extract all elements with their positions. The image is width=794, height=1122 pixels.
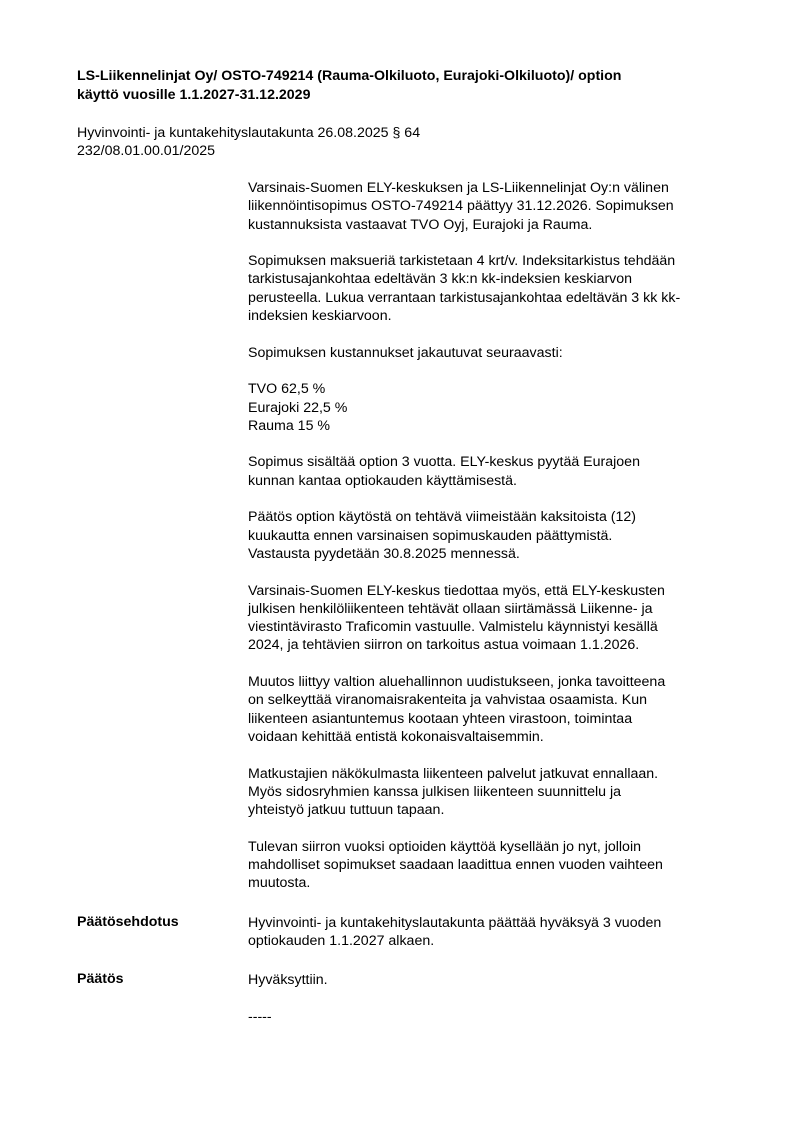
title-line: käyttö vuosille 1.1.2027-31.12.2029: [77, 87, 311, 103]
cost-share-list: [248, 380, 744, 435]
paragraph-option: [248, 453, 744, 490]
text-line: Päätös option käytöstä on tehtävä viimeistään kaksitoista (12): [248, 509, 637, 526]
text-line: kustannuksista vastaavat TVO Oyj, Eurajoki ja Rauma.: [248, 216, 593, 233]
text-line: perusteella. Lukua verrantaan tarkistusajankohtaa edeltävän 3 kk kk-: [248, 289, 681, 306]
text-line: Muutos liittyy valtion aluehallinnon uudistukseen, jonka tavoitteena: [248, 674, 666, 691]
text-line: Sopimuksen kustannukset jakautuvat seuraavasti:: [248, 344, 563, 361]
text-line: Myös sidosryhmien kanssa julkisen liikenteen suunnittelu ja: [248, 783, 622, 800]
text-line: julkisen henkilöliikenteen tehtävät ollaan siirtämässä Liikenne- ja: [248, 600, 653, 617]
text-line: 2024, ja tehtävien siirron on tarkoitus astua voimaan 1.1.2026.: [248, 637, 640, 654]
meeting-meta: [77, 124, 420, 160]
text-line: Sopimus sisältää option 3 vuotta. ELY-keskus pyytää Eurajoen: [248, 454, 640, 471]
text-line: kuukautta ennen varsinaisen sopimuskauden päättymistä.: [248, 527, 613, 544]
text-line: viestintävirasto Traficomin vastuulle. Valmistelu käynnistyi kesällä: [248, 619, 658, 636]
paragraph-timing: [248, 838, 744, 893]
text-line: on selkeyttää viranomaisrakenteita ja vahvistaa osaamista. Kun: [248, 692, 648, 709]
paragraph-deadline: [248, 508, 744, 563]
title-line: LS-Liikennelinjat Oy/ OSTO-749214 (Rauma-Olkiluoto, Eurajoki-Olkiluoto)/ option: [77, 68, 622, 84]
text-line: kunnan kantaa optiokauden käyttämisestä.: [248, 472, 517, 489]
decision-text: Hyväksyttiin.: [248, 972, 328, 988]
record-number: 232/08.01.00.01/2025: [77, 143, 216, 159]
document-title: [77, 67, 717, 105]
text-line: Varsinais-Suomen ELY-keskuksen ja LS-Liikennelinjat Oy:n välinen: [248, 180, 669, 196]
text-line: mahdolliset sopimukset saadaan laadittua ennen vuoden vaihteen: [248, 856, 663, 873]
end-marker: -----: [248, 1009, 272, 1025]
text-line: Tulevan siirron vuoksi optioiden käyttöä kysellään jo nyt, jolloin: [248, 838, 641, 855]
cost-share-item: TVO 62,5 %: [248, 381, 326, 398]
meeting-info: Hyvinvointi- ja kuntakehityslautakunta 26.08.2025 § 64: [77, 125, 421, 141]
text-line: indeksien keskiarvoon.: [248, 308, 392, 325]
text-line: tarkistusajankohtaa edeltävän 3 kk:n kk-indeksien keskiarvon: [248, 271, 633, 288]
document-body: [248, 179, 744, 911]
text-line: Sopimuksen maksueriä tarkistetaan 4 krt/v. Indeksitarkistus tehdään: [248, 253, 676, 270]
text-line: optiokauden 1.1.2027 alkaen.: [248, 933, 435, 950]
text-line: Varsinais-Suomen ELY-keskus tiedottaa myös, että ELY-keskusten: [248, 582, 665, 599]
paragraph-indexing: [248, 252, 744, 325]
paragraph-cost-intro: [248, 344, 744, 362]
text-line: voidaan kehittää entistä kokonaisvaltaisemmin.: [248, 728, 544, 745]
text-line: muutosta.: [248, 875, 311, 892]
paragraph-reform: [248, 673, 744, 746]
cost-share-item: Rauma 15 %: [248, 417, 331, 434]
text-line: liikenteen asiantuntemus kootaan yhteen virastoon, toimintaa: [248, 710, 633, 727]
paragraph-passengers: [248, 765, 744, 820]
text-line: Vastausta pyydetään 30.8.2025 mennessä.: [248, 545, 520, 562]
text-line: Hyvinvointi- ja kuntakehityslautakunta päättää hyväksyä 3 vuoden: [248, 915, 662, 931]
paragraph-transfer: [248, 582, 744, 655]
proposal-label: Päätösehdotus: [77, 914, 179, 930]
paragraph-contract: [248, 179, 744, 234]
cost-share-item: Eurajoki 22,5 %: [248, 399, 348, 416]
text-line: Matkustajien näkökulmasta liikenteen palvelut jatkuvat ennallaan.: [248, 765, 659, 782]
text-line: liikennöintisopimus OSTO-749214 päättyy 31.12.2026. Sopimuksen: [248, 198, 674, 215]
text-line: yhteistyö jatkuu tuttuun tapaan.: [248, 802, 445, 819]
proposal-text: [248, 914, 744, 951]
decision-label: Päätös: [77, 971, 124, 987]
